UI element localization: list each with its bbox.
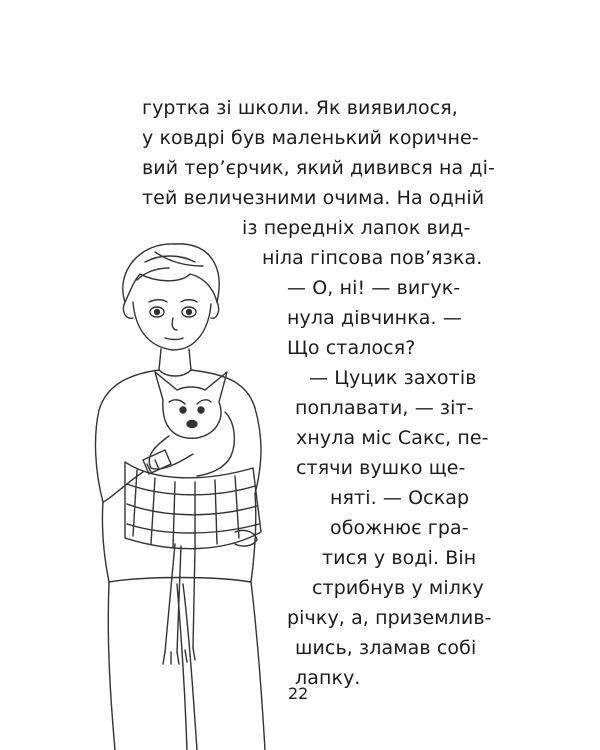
text-line: річку, а, приземлив- xyxy=(287,607,492,629)
page-number: 22 xyxy=(288,684,309,703)
text-line: стрибнув у мілку xyxy=(312,577,484,599)
text-line: нула дівчинка. — xyxy=(287,307,462,329)
text-line: гуртка зі школи. Як виявилося, xyxy=(142,97,458,119)
text-line: стячи вушко ще- xyxy=(296,457,466,479)
girl-holding-puppy-illustration xyxy=(85,232,315,750)
text-line: вий тер’єрчик, який дивився на ді- xyxy=(142,157,495,179)
text-line: — О, ні! — вигук- xyxy=(287,277,461,299)
text-line: поплавати, — зіт- xyxy=(295,397,474,419)
text-line: шись, зламав собі xyxy=(295,637,477,659)
text-line: ніла гіпсова пов’язка. xyxy=(262,247,483,269)
text-line: няті. — Оскар xyxy=(330,487,470,509)
text-line: — Цуцик захотів xyxy=(309,367,477,389)
text-line: хнула міс Сакс, пе- xyxy=(296,427,489,449)
text-line: лапку. xyxy=(295,667,361,689)
text-line: із передніх лапок вид- xyxy=(242,217,471,239)
text-line: обожнює гра- xyxy=(330,517,469,539)
text-line: тей величезними очима. На одній xyxy=(142,187,485,209)
text-line: тися у воді. Він xyxy=(322,547,477,569)
text-line: у ковдрі був маленький коричне- xyxy=(142,127,479,149)
text-line: Що сталося? xyxy=(287,337,416,359)
